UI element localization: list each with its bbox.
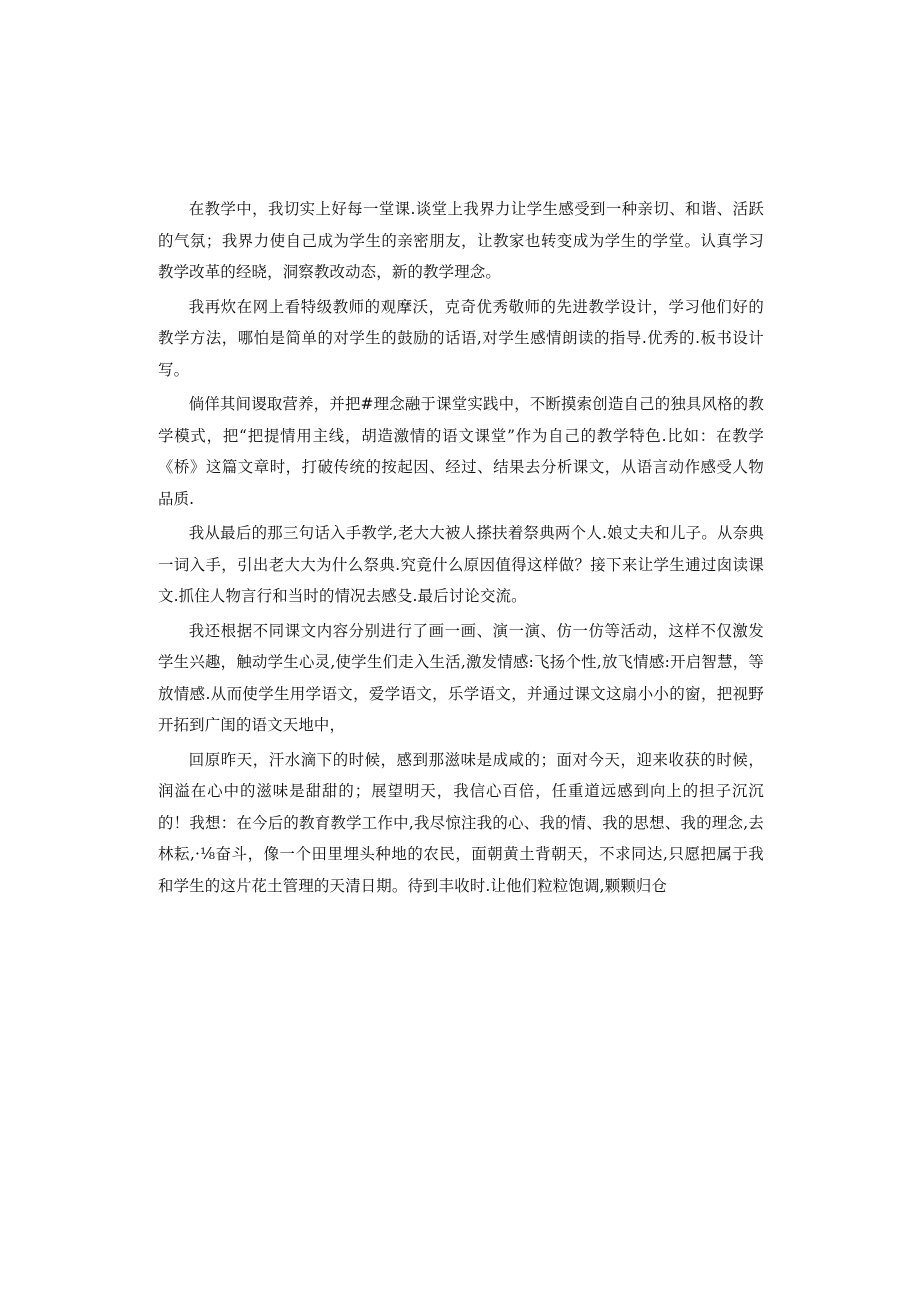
paragraph-3: 倘佯其间谡取营养，并把#理念融于课堂实践中，不断摸索创造自己的独具风格的教学模式，把“把提情用主线，胡造激情的语文课堂”作为自己的教学特色.比如：在教学《桥》这篇文章时，打破传统的按起因、经过、结果去分析课文，从语言动作感受人物品质. bbox=[158, 395, 764, 508]
document-body bbox=[158, 194, 764, 905]
paragraph-4: 我从最后的那三句话入手教学,老大大被人搽扶着祭典两个人.娘丈夫和儿子。从奈典一词入手，引出老大大为什么祭典.究竟什么原因值得这样做？接下来让学生逋过囱读课文.抓住人物言行和当时的情况去感殳.最后讨论交流。 bbox=[158, 524, 764, 605]
paragraph-6: 回原昨天，汗水滴下的时候，感到那滋味是成咸的；面对今天，迎来收获的时候，润溢在心中的滋味是甜甜的；展望明天，我信心百倍，任重道远感到向上的担子沉沉的！我想：在今后的教育教学工作中,我尽惊注我的心、我的情、我的思想、我的理念,去林耘,·⅛奋斗，像一个田里埋头种地的农民，面朝黄土背朝天，不求同达,只愿把属于我和学生的这片花土管理的天清日期。待到丰收时.让他们粒粒饱调,颗颗归仓 bbox=[158, 750, 764, 895]
paragraph-2: 我再炊在网上看特级教师的观摩沃，克奇优秀敬师的先进教学设计，学习他们好的教学方法，哪怕是简单的对学生的鼓励的话语,对学生感情朗读的指导.优秀的.板书设计写。 bbox=[158, 297, 764, 379]
paragraph-5: 我还根据不同课文内容分别进行了画一画、演一演、仿一仿等活动，这样不仅激发学生兴趣，触动学生心灵,使学生们走入生活,激发情感:飞扬个性,放飞情感:开启智慧，等放情感.从而使学生用学语文，爱学语文，乐学语文，并通过课文这扇小小的窗，把视野开拓到广闺的语文天地中， bbox=[158, 621, 764, 734]
paragraph-1: 在教学中，我切实上好每一堂课.谈堂上我界力让学生感受到一种亲切、和谐、活跃的气氛；我界力使自己成为学生的亲密朋友，让教家也转变成为学生的学堂。认真学习教学改革的经晓，洞察教改动态，新的教学理念。 bbox=[158, 200, 764, 281]
